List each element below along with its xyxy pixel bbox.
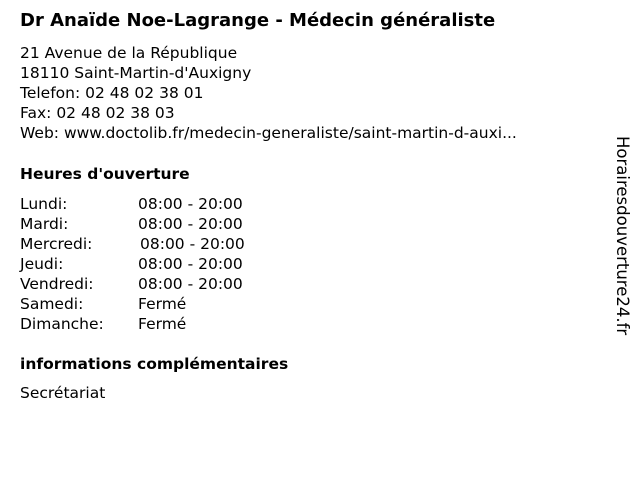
day-label: Mercredi:	[20, 235, 93, 253]
watermark-text: Horairesdouverture24.fr	[613, 136, 632, 336]
hours-heading: Heures d'ouverture	[20, 165, 190, 183]
address-city: 18110 Saint-Martin-d'Auxigny	[20, 64, 252, 82]
hours-value: Fermé	[138, 295, 187, 313]
day-label: Samedi:	[20, 295, 84, 313]
hours-value: 08:00 - 20:00	[138, 255, 243, 273]
day-label: Lundi:	[20, 195, 68, 213]
site-watermark	[612, 136, 636, 376]
hours-value: 08:00 - 20:00	[138, 195, 243, 213]
hours-value: 08:00 - 20:00	[140, 235, 245, 253]
hours-value: 08:00 - 20:00	[138, 215, 243, 233]
day-label: Vendredi:	[20, 275, 94, 293]
day-label: Mardi:	[20, 215, 69, 233]
extra-info-heading: informations complémentaires	[20, 355, 289, 373]
address-street: 21 Avenue de la République	[20, 44, 238, 62]
day-label: Jeudi:	[20, 255, 64, 273]
phone-number: Telefon: 02 48 02 38 01	[20, 84, 204, 102]
extra-info-text: Secrétariat	[20, 384, 106, 402]
page-title: Dr Anaïde Noe-Lagrange - Médecin généraliste	[20, 10, 496, 31]
hours-value: 08:00 - 20:00	[138, 275, 243, 293]
day-label: Dimanche:	[20, 315, 104, 333]
hours-value: Fermé	[138, 315, 187, 333]
fax-number: Fax: 02 48 02 38 03	[20, 104, 175, 122]
contact-block	[20, 43, 517, 143]
website-link[interactable]: Web: www.doctolib.fr/medecin-generaliste/saint-martin-d-auxi...	[20, 124, 517, 142]
